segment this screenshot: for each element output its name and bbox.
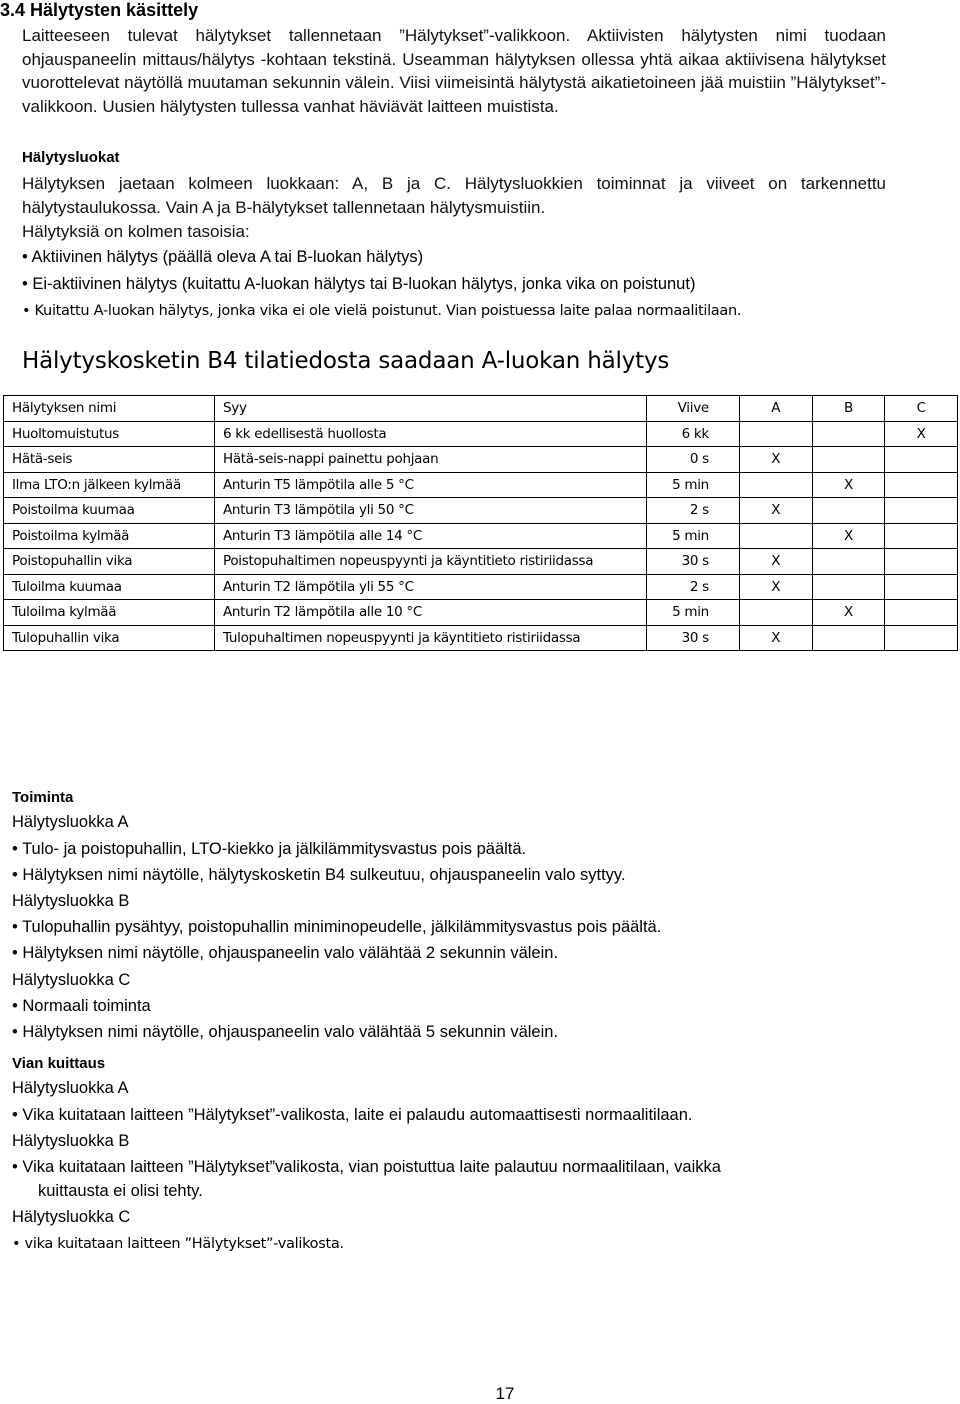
class-a-cell: X [739, 574, 812, 600]
table-row [4, 472, 958, 498]
alarm-delay-cell: 30 s [647, 549, 740, 575]
class-c-cell [885, 472, 958, 498]
class-c-cell [885, 523, 958, 549]
header-class-b: B [812, 396, 885, 422]
kuittaus-class-b: Hälytysluokka B [12, 1132, 130, 1150]
alarm-cause-cell: 6 kk edellisestä huollosta [214, 421, 646, 447]
page-number: 17 [495, 1384, 515, 1403]
alarm-delay-cell: 5 min [647, 472, 740, 498]
kuittaus-b1-line2: kuittausta ei olisi tehty. [38, 1182, 203, 1200]
toiminta-class-c: Hälytysluokka C [12, 971, 131, 989]
class-c-cell [885, 498, 958, 524]
alarm-delay-cell: 2 s [647, 498, 740, 524]
toiminta-a1: • Tulo- ja poistopuhallin, LTO-kiekko ja jälkilämmitysvastus pois päältä. [12, 840, 527, 858]
levels-intro: Hälytyksiä on kolmen tasoisia: [22, 222, 250, 241]
class-c-cell [885, 549, 958, 575]
toiminta-class-b: Hälytysluokka B [12, 892, 130, 910]
class-b-cell: X [812, 600, 885, 626]
toiminta-heading: Toiminta [12, 789, 74, 806]
alarm-name-cell: Huoltomuistutus [4, 421, 215, 447]
alarm-table [3, 395, 958, 651]
level-item-acknowledged: • Kuitattu A-luokan hälytys, jonka vika ei ole vielä poistunut. Vian poistuessa laite palaa normaalitilaan. [22, 303, 742, 319]
section-title: 3.4 Hälytysten käsittely [0, 0, 199, 20]
toiminta-b2: • Hälytyksen nimi näytölle, ohjauspaneelin valo välähtää 2 sekunnin välein. [12, 944, 559, 962]
class-b-cell [812, 421, 885, 447]
header-delay: Viive [647, 396, 740, 422]
alarm-cause-cell: Anturin T5 lämpötila alle 5 °C [214, 472, 646, 498]
class-c-cell [885, 447, 958, 473]
alarm-cause-cell: Anturin T3 lämpötila alle 14 °C [214, 523, 646, 549]
alarm-name-cell: Poistoilma kuumaa [4, 498, 215, 524]
class-b-cell: X [812, 523, 885, 549]
alarm-cause-cell: Anturin T3 lämpötila yli 50 °C [214, 498, 646, 524]
alarm-delay-cell: 5 min [647, 523, 740, 549]
class-a-cell: X [739, 498, 812, 524]
class-b-cell [812, 574, 885, 600]
class-a-cell: X [739, 447, 812, 473]
classes-paragraph: Hälytyksen jaetaan kolmeen luokkaan: A, B ja C. Hälytysluokkien toiminnat ja viiveet on tarkennettu hälytystaulukossa. Vain A ja B-hälytykset tallennetaan hälytysmuistiin. [22, 174, 886, 217]
alarm-cause-cell: Poistopuhaltimen nopeuspyynti ja käyntitieto ristiriidassa [214, 549, 646, 575]
class-c-cell [885, 625, 958, 651]
class-c-cell [885, 600, 958, 626]
header-class-c: C [885, 396, 958, 422]
alarm-delay-cell: 30 s [647, 625, 740, 651]
toiminta-b1: • Tulopuhallin pysähtyy, poistopuhallin miniminopeudelle, jälkilämmitysvastus pois päältä. [12, 918, 662, 936]
class-c-cell: X [885, 421, 958, 447]
toiminta-a2: • Hälytyksen nimi näytölle, hälytyskosketin B4 sulkeutuu, ohjauspaneelin valo syttyy. [12, 866, 626, 884]
kuittaus-b1-line1: • Vika kuitataan laitteen ”Hälytykset”valikosta, vian poistuttua laite palautuu normaalitilaan, vaikka [12, 1158, 721, 1176]
table-row [4, 498, 958, 524]
table-row [4, 600, 958, 626]
kuittaus-heading: Vian kuittaus [12, 1055, 106, 1072]
class-a-cell: X [739, 549, 812, 575]
toiminta-c2: • Hälytyksen nimi näytölle, ohjauspaneelin valo välähtää 5 sekunnin välein. [12, 1023, 559, 1041]
table-row [4, 625, 958, 651]
level-item-inactive: • Ei-aktiivinen hälytys (kuitattu A-luokan hälytys tai B-luokan hälytys, jonka vika on poistunut) [22, 275, 696, 293]
table-row [4, 523, 958, 549]
alarm-name-cell: Poistoilma kylmää [4, 523, 215, 549]
alarm-name-cell: Tuloilma kylmää [4, 600, 215, 626]
table-header-row [4, 396, 958, 422]
alarm-cause-cell: Tulopuhaltimen nopeuspyynti ja käyntitieto ristiriidassa [214, 625, 646, 651]
header-name: Hälytyksen nimi [4, 396, 215, 422]
kuittaus-c1: • vika kuitataan laitteen ”Hälytykset”-valikosta. [12, 1236, 344, 1252]
class-b-cell [812, 625, 885, 651]
kuittaus-class-c: Hälytysluokka C [12, 1208, 131, 1226]
b4-title: Hälytyskosketin B4 tilatiedosta saadaan A-luokan hälytys [22, 348, 670, 374]
alarm-name-cell: Poistopuhallin vika [4, 549, 215, 575]
alarm-delay-cell: 2 s [647, 574, 740, 600]
alarm-name-cell: Hätä-seis [4, 447, 215, 473]
class-b-cell [812, 447, 885, 473]
class-a-cell [739, 523, 812, 549]
class-c-cell [885, 574, 958, 600]
intro-paragraph: Laitteeseen tulevat hälytykset tallennetaan ”Hälytykset”-valikkoon. Aktiivisten hälytysten nimi tuodaan ohjauspaneelin mittaus/hälytys -kohtaan tekstinä. Useamman hälytyksen ollessa yhtä aikaa aktiivisena hälytykset vuorottelevat näytöllä muutaman sekunnin välein. Viisi viimeisintä hälytystä aikatietoineen jää muistiin ”Hälytykset”-valikkoon. Uusien hälytysten tullessa vanhat häviävät laitteen muistista. [22, 26, 886, 116]
table-row [4, 421, 958, 447]
toiminta-class-a: Hälytysluokka A [12, 813, 129, 831]
alarm-cause-cell: Anturin T2 lämpötila yli 55 °C [214, 574, 646, 600]
class-a-cell [739, 421, 812, 447]
class-a-cell [739, 600, 812, 626]
table-row [4, 574, 958, 600]
kuittaus-class-a: Hälytysluokka A [12, 1079, 129, 1097]
toiminta-c1: • Normaali toiminta [12, 997, 151, 1015]
alarm-delay-cell: 0 s [647, 447, 740, 473]
class-a-cell: X [739, 625, 812, 651]
alarm-cause-cell: Hätä-seis-nappi painettu pohjaan [214, 447, 646, 473]
alarm-name-cell: Tuloilma kuumaa [4, 574, 215, 600]
alarm-name-cell: Tulopuhallin vika [4, 625, 215, 651]
class-b-cell [812, 549, 885, 575]
table-row [4, 447, 958, 473]
class-b-cell: X [812, 472, 885, 498]
header-cause: Syy [214, 396, 646, 422]
alarm-delay-cell: 6 kk [647, 421, 740, 447]
alarm-delay-cell: 5 min [647, 600, 740, 626]
table-row [4, 549, 958, 575]
class-a-cell [739, 472, 812, 498]
header-class-a: A [739, 396, 812, 422]
classes-heading: Hälytysluokat [22, 149, 120, 166]
alarm-name-cell: Ilma LTO:n jälkeen kylmää [4, 472, 215, 498]
kuittaus-a1: • Vika kuitataan laitteen ”Hälytykset”-valikosta, laite ei palaudu automaattisesti normaalitilaan. [12, 1106, 693, 1124]
level-item-active: • Aktiivinen hälytys (päällä oleva A tai B-luokan hälytys) [22, 248, 424, 266]
class-b-cell [812, 498, 885, 524]
alarm-cause-cell: Anturin T2 lämpötila alle 10 °C [214, 600, 646, 626]
